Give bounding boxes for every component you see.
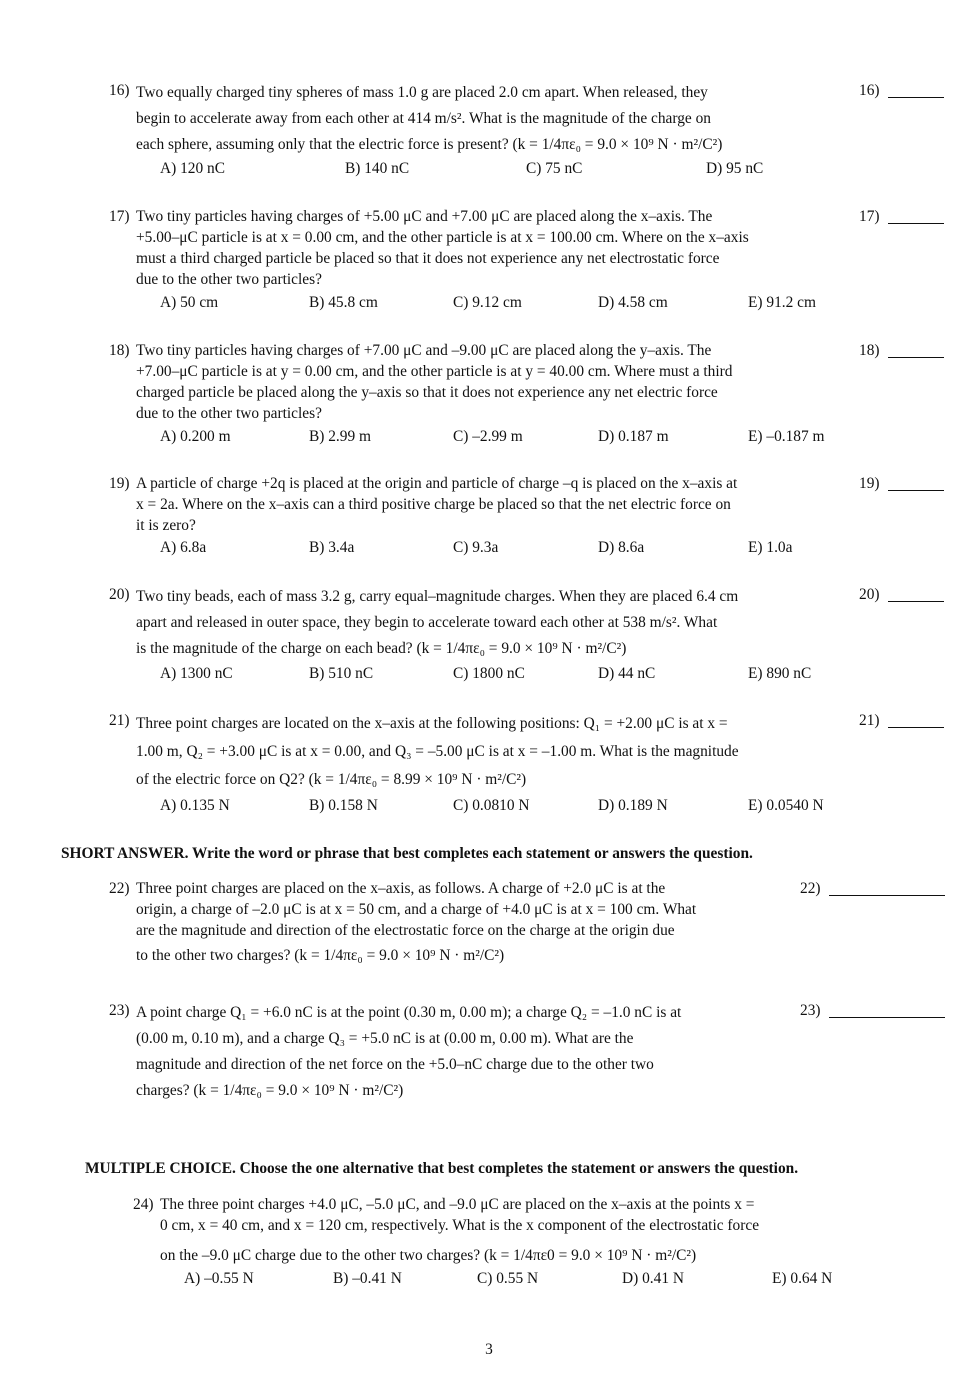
- question-stem: [160, 1194, 860, 1266]
- option-a: A) –0.55 N: [184, 1270, 254, 1287]
- page-number: 3: [485, 1341, 493, 1358]
- question-stem: [136, 878, 786, 966]
- answer-blank[interactable]: [859, 80, 944, 101]
- option-d: D) 0.187 m: [598, 428, 669, 445]
- question-stem: [136, 340, 846, 424]
- blank-line: [888, 476, 944, 491]
- option-c: C) 9.12 cm: [453, 294, 522, 311]
- blank-line: [888, 83, 944, 98]
- question-number: 18): [109, 342, 130, 359]
- stem-line: The three point charges +4.0 μC, –5.0 μC, and –9.0 μC are placed on the x–axis at the points x =: [160, 1196, 755, 1213]
- question-number: 24): [133, 1196, 154, 1213]
- stem-line: Two tiny particles having charges of +5.00 μC and +7.00 μC are placed along the x–axis. The: [136, 208, 713, 225]
- option-e: E) –0.187 m: [748, 428, 825, 445]
- answer-blank[interactable]: [859, 206, 944, 227]
- stem-line: is the magnitude of the charge on each bead? (k = 1/4πε₀ = 9.0 × 10⁹ N · m²/C²): [136, 640, 627, 657]
- question-number: 19): [109, 475, 130, 492]
- option-c: C) 9.3a: [453, 539, 499, 556]
- option-c: C) 0.55 N: [477, 1270, 539, 1287]
- stem-line: +7.00–μC particle is at y = 0.00 cm, and the other particle is at y = 40.00 cm. Where must a third: [136, 363, 733, 380]
- stem-line: each sphere, assuming only that the electric force is present? (k = 1/4πε₀ = 9.0 × 10⁹ N · m²/C²): [136, 136, 723, 153]
- option-b: B) 45.8 cm: [309, 294, 378, 311]
- option-e: E) 890 nC: [748, 665, 812, 682]
- question-stem: [136, 80, 846, 158]
- blank-label: 17): [859, 208, 880, 225]
- option-a: A) 6.8a: [160, 539, 207, 556]
- stem-line: A particle of charge +2q is placed at the origin and particle of charge –q is placed on the x–axis at: [136, 475, 738, 492]
- option-b: B) 0.158 N: [309, 797, 378, 814]
- blank-line: [829, 1003, 945, 1018]
- stem-line: 1.00 m, Q₂ = +3.00 μC is at x = 0.00, and Q₃ = –5.00 μC is at x = –1.00 m. What is the magnitude: [136, 743, 739, 760]
- answer-blank[interactable]: [859, 584, 944, 605]
- answer-blank[interactable]: [859, 473, 944, 494]
- option-c: C) 0.0810 N: [453, 797, 530, 814]
- answer-blank[interactable]: [800, 1000, 945, 1021]
- stem-line: of the electric force on Q2? (k = 1/4πε₀ = 8.99 × 10⁹ N · m²/C²): [136, 771, 527, 788]
- stem-line: apart and released in outer space, they begin to accelerate toward each other at 538 m/s². What: [136, 614, 718, 631]
- blank-label: 19): [859, 475, 880, 492]
- stem-line: are the magnitude and direction of the electrostatic force on the charge at the origin due: [136, 922, 675, 939]
- stem-line: on the –9.0 μC charge due to the other two charges? (k = 1/4πε0 = 9.0 × 10⁹ N · m²/C²): [160, 1247, 697, 1264]
- option-e: E) 91.2 cm: [748, 294, 816, 311]
- stem-line: charges? (k = 1/4πε₀ = 9.0 × 10⁹ N · m²/C²): [136, 1082, 404, 1099]
- answer-blank[interactable]: [859, 710, 944, 731]
- stem-line: Three point charges are placed on the x–axis, as follows. A charge of +2.0 μC is at the: [136, 880, 666, 897]
- option-a: A) 120 nC: [160, 160, 225, 177]
- option-e: E) 0.0540 N: [748, 797, 824, 814]
- answer-blank[interactable]: [859, 340, 944, 361]
- blank-label: 18): [859, 342, 880, 359]
- option-b: B) 140 nC: [345, 160, 410, 177]
- option-b: B) 2.99 m: [309, 428, 371, 445]
- question-number: 16): [109, 82, 130, 99]
- blank-line: [888, 209, 944, 224]
- blank-label: 20): [859, 586, 880, 603]
- blank-line: [888, 587, 944, 602]
- stem-line: 0 cm, x = 40 cm, and x = 120 cm, respectively. What is the x component of the electrostatic force: [160, 1217, 760, 1234]
- answer-blank[interactable]: [800, 878, 945, 899]
- question-number: 22): [109, 880, 130, 897]
- option-a: A) 1300 nC: [160, 665, 233, 682]
- stem-line: Two equally charged tiny spheres of mass 1.0 g are placed 2.0 cm apart. When released, they: [136, 84, 708, 101]
- stem-line: it is zero?: [136, 517, 196, 534]
- option-a: A) 0.135 N: [160, 797, 230, 814]
- option-d: D) 0.189 N: [598, 797, 668, 814]
- blank-label: 23): [800, 1002, 821, 1019]
- stem-line: +5.00–μC particle is at x = 0.00 cm, and the other particle is at x = 100.00 cm. Where on the x–axis: [136, 229, 749, 246]
- stem-line: Three point charges are located on the x–axis at the following positions: Q₁ = +2.00 μC is at x =: [136, 715, 728, 732]
- option-c: C) –2.99 m: [453, 428, 523, 445]
- stem-line: due to the other two particles?: [136, 271, 322, 288]
- question-stem: [136, 710, 846, 794]
- question-stem: [136, 473, 846, 536]
- blank-label: 16): [859, 82, 880, 99]
- blank-label: 21): [859, 712, 880, 729]
- stem-line: must a third charged particle be placed so that it does not experience any net electrostatic force: [136, 250, 720, 267]
- question-number: 20): [109, 586, 130, 603]
- stem-line: to the other two charges? (k = 1/4πε₀ = 9.0 × 10⁹ N · m²/C²): [136, 947, 505, 964]
- stem-line: Two tiny particles having charges of +7.00 μC and –9.00 μC are placed along the y–axis. The: [136, 342, 712, 359]
- option-e: E) 0.64 N: [772, 1270, 833, 1287]
- question-stem: [136, 584, 846, 662]
- option-a: A) 0.200 m: [160, 428, 231, 445]
- stem-line: begin to accelerate away from each other at 414 m/s². What is the magnitude of the charge on: [136, 110, 711, 127]
- stem-line: charged particle be placed along the y–axis so that it does not experience any net electric force: [136, 384, 718, 401]
- stem-line: Two tiny beads, each of mass 3.2 g, carry equal–magnitude charges. When they are placed 6.4 cm: [136, 588, 739, 605]
- blank-label: 22): [800, 880, 821, 897]
- stem-line: magnitude and direction of the net force on the +5.0–nC charge due to the other two: [136, 1056, 654, 1073]
- blank-line: [888, 713, 944, 728]
- question-stem: [136, 206, 846, 290]
- stem-line: (0.00 m, 0.10 m), and a charge Q₃ = +5.0 nC is at (0.00 m, 0.00 m). What are the: [136, 1030, 634, 1047]
- option-c: C) 1800 nC: [453, 665, 525, 682]
- option-a: A) 50 cm: [160, 294, 219, 311]
- option-b: B) –0.41 N: [333, 1270, 402, 1287]
- stem-line: x = 2a. Where on the x–axis can a third positive charge be placed so that the net electric force on: [136, 496, 731, 513]
- option-c: C) 75 nC: [526, 160, 583, 177]
- option-d: D) 0.41 N: [622, 1270, 684, 1287]
- stem-line: due to the other two particles?: [136, 405, 322, 422]
- multiple-choice-header: MULTIPLE CHOICE. Choose the one alternative that best completes the statement or answers the question.: [85, 1160, 799, 1177]
- question-stem: [136, 1000, 786, 1104]
- blank-line: [829, 881, 945, 896]
- question-number: 17): [109, 208, 130, 225]
- option-b: B) 510 nC: [309, 665, 374, 682]
- stem-line: origin, a charge of –2.0 μC is at x = 50 cm, and a charge of +4.0 μC is at x = 100 cm. What: [136, 901, 697, 918]
- stem-line: A point charge Q₁ = +6.0 nC is at the point (0.30 m, 0.00 m); a charge Q₂ = –1.0 nC is at: [136, 1004, 682, 1021]
- short-answer-header: SHORT ANSWER. Write the word or phrase that best completes each statement or answers the question.: [61, 845, 753, 862]
- blank-line: [888, 343, 944, 358]
- option-d: D) 95 nC: [706, 160, 764, 177]
- option-b: B) 3.4a: [309, 539, 355, 556]
- option-d: D) 4.58 cm: [598, 294, 668, 311]
- option-d: D) 44 nC: [598, 665, 656, 682]
- question-number: 23): [109, 1002, 130, 1019]
- option-e: E) 1.0a: [748, 539, 793, 556]
- question-number: 21): [109, 712, 130, 729]
- option-d: D) 8.6a: [598, 539, 645, 556]
